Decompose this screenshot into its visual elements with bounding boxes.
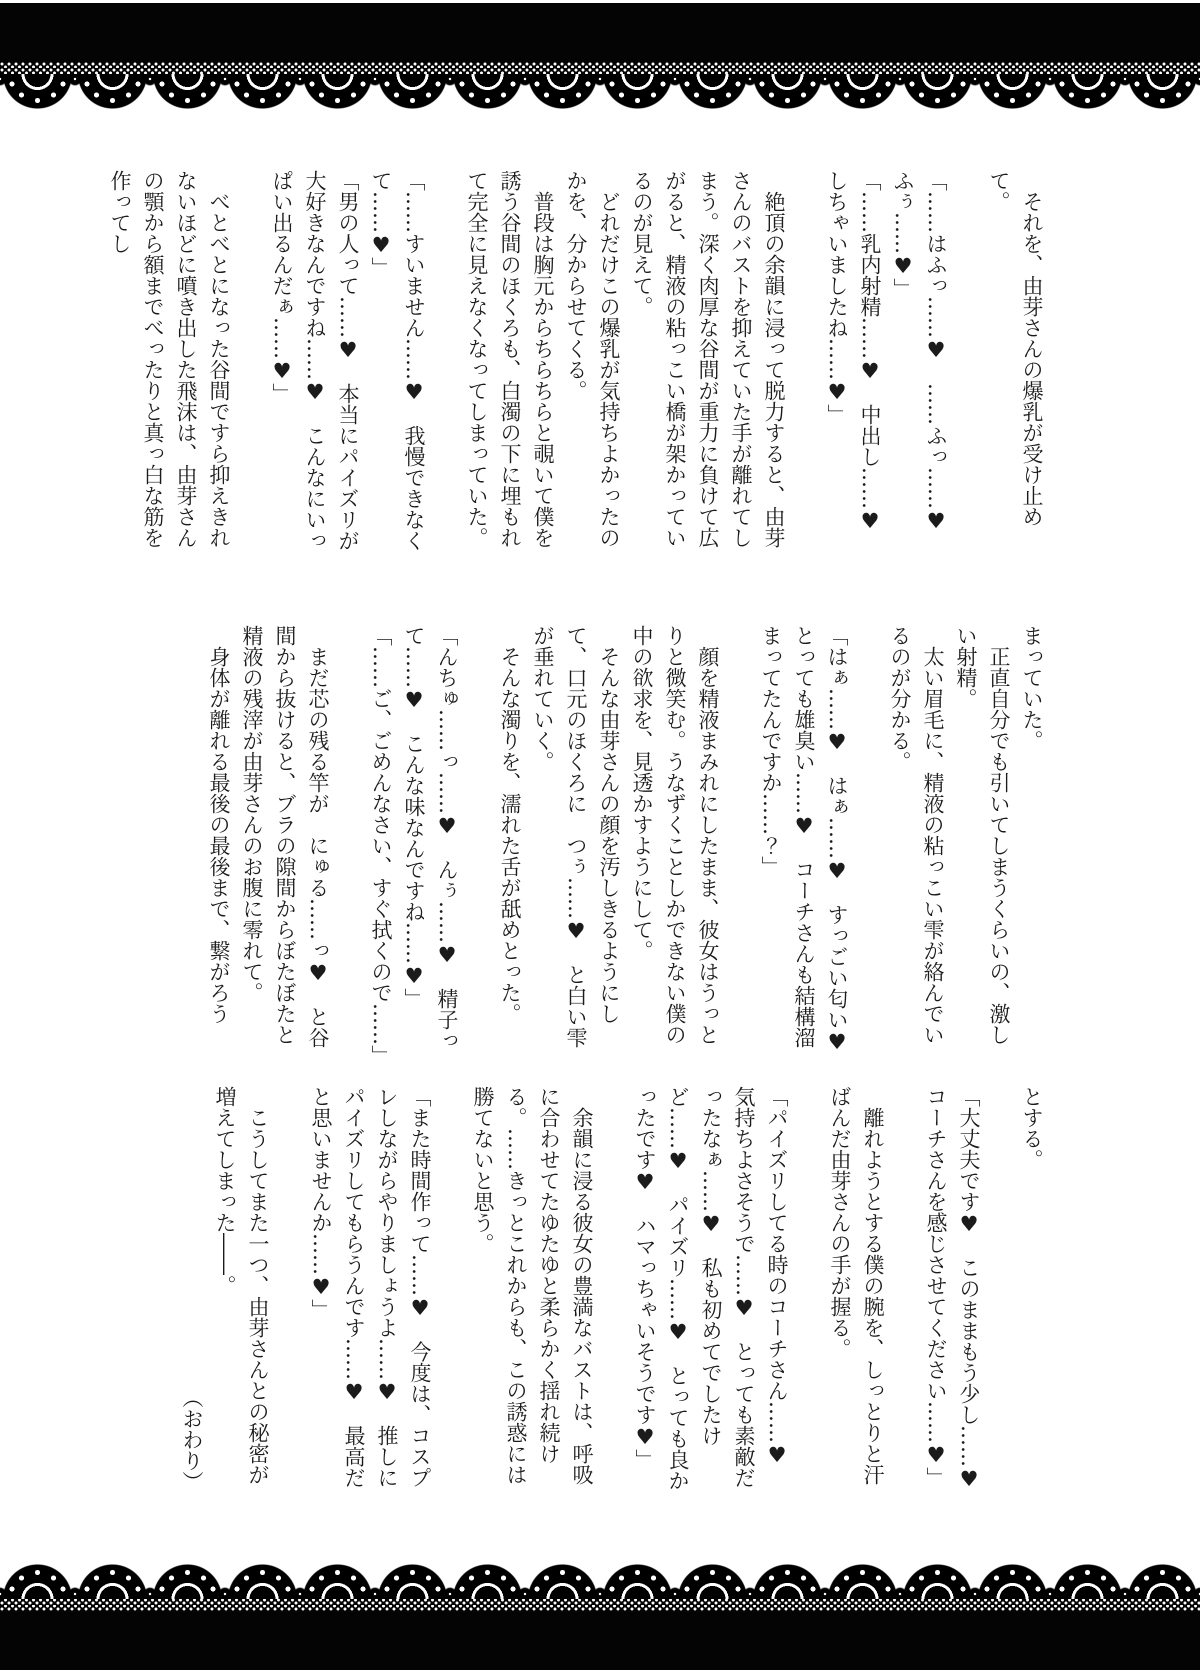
dialogue-line: 「……はふっ……♥ ……ふっ……♥ ふぅ……♥」 [891, 170, 948, 554]
narration-line: 正直自分でも引いてしまうくらいの、激しい射精。 [954, 625, 1011, 1045]
dialogue-line: 「また時間作って……♥ 今度は、コスプレしながらやりましょうよ……♥ 推しにパイズリしてもらうんです……♥ 最高だと思いませんか……♥」 [309, 1086, 432, 1488]
ending-marker: （おわり） [180, 1387, 204, 1492]
lace-border-bottom [0, 1559, 1200, 1673]
dialogue-line: 「男の人って……♥ 本当にパイズリが大好きなんですね……♥ こんなにいっぱい出るんだぁ……♥」 [270, 170, 360, 551]
lace-black-band [0, 3, 1200, 62]
narration-line: まだ芯の残る竿が にゅる……っ♥ と谷間から抜けると、ブラの隙間からぼたぼたと精液の残滓が由芽さんのお腹に零れて。 [240, 625, 330, 1048]
lace-mesh-strip [0, 1599, 1200, 1611]
dialogue-line: 「パイズリしてる時のコーチさん……♥ 気持ちよさそうで……♥ とっても素敵だったなぁ……♥ 私も初めてでしたけど……♥ パイズリ……♥ とっても良かったです♥ ハマっちゃいそうです♥」 [633, 1086, 789, 1491]
narration-line: 太い眉毛に、精液の粘っこい雫が絡んでいるのが分かる。 [888, 625, 945, 1045]
dialogue-line: 「はぁ……♥ はぁ……♥ すっごい匂い♥ とっても雄臭い……♥ コーチさんも結構溜まってたんですか……？」 [759, 625, 849, 1075]
text-band-top [108, 170, 1048, 558]
dialogue-line: 「……ご、ごめんなさい、すぐ拭くので……」 [369, 625, 393, 1066]
narration-line: べとべとになった谷間ですら抑えきれないほどに噴き出した飛沫は、由芽さんの顎から額までべったりと真っ白な筋を作ってし [108, 170, 231, 548]
narration-line: どれだけこの爆乳が気持ちよかったのかを、分からせてくる。 [564, 170, 621, 548]
narration-line: 余韻に浸る彼女の豊満なバストは、呼吸に合わせてたゆたゆと柔らかく揺れ続ける。……きっとこれからも、この誘惑には勝てないと思う。 [471, 1086, 594, 1485]
narration-line: 顔を精液まみれにしたまま、彼女はうっとりと微笑む。うなずくことしかできない僕の中の欲求を、見透かすようにして。 [630, 625, 720, 1045]
narration-line: そんな濁りを、濡れた舌が舐めとった。 [498, 646, 522, 1024]
lace-black-band [0, 1611, 1200, 1670]
narration-line: こうしてまた一つ、由芽さんとの秘密が増えてしまった――。 [213, 1086, 270, 1485]
dialogue-line: 「んちゅ……っ……♥ んぅ……♥ 精子って……♥ こんな味なんですね……♥」 [402, 625, 459, 1051]
narration-line: それを、由芽さんの爆乳が受け止めて。 [987, 170, 1044, 527]
narration-line: 普段は胸元からちらちらと覗いて僕を誘う谷間のほくろも、白濁の下に埋もれて完全に見えなくなってしまっていた。 [465, 170, 555, 548]
text-band-middle [148, 625, 1048, 1075]
narration-line: とする。 [1020, 1086, 1044, 1170]
dialogue-line: 「……すいません……♥ 我慢できなくて……♥」 [369, 170, 426, 551]
narration-line: 離れようとする僕の腕を、しっとりと汗ばんだ由芽さんの手が握る。 [828, 1086, 885, 1485]
lace-mesh-strip [0, 62, 1200, 74]
dialogue-line: 「……乳内射精……♥ 中出し……♥ しちゃいましたね……♥」 [825, 170, 882, 554]
dialogue-line: 「大丈夫です♥ このままもう少し……♥ コーチさんを感じさせてください……♥」 [924, 1086, 981, 1512]
narration-line: 身体が離れる最後の最後まで、繋がろう [207, 646, 231, 1024]
narration-line: まっていた。 [1020, 625, 1044, 751]
text-band-bottom [148, 1086, 1048, 1512]
lace-scallop-strip [0, 74, 1200, 114]
lace-border-top [0, 0, 1200, 114]
lace-scallop-strip [0, 1559, 1200, 1599]
narration-line: そんな由芽さんの顔を汚しきるようにして、口元のほくろに つぅ……♥ と白い雫が垂れていく。 [531, 625, 621, 1048]
narration-line: 絶頂の余韻に浸って脱力すると、由芽さんのバストを抑えていた手が離れてしまう。深く肉厚な谷間が重力に負けて広がると、精液の粘っこい橋が架かっているのが見えて。 [630, 170, 786, 548]
